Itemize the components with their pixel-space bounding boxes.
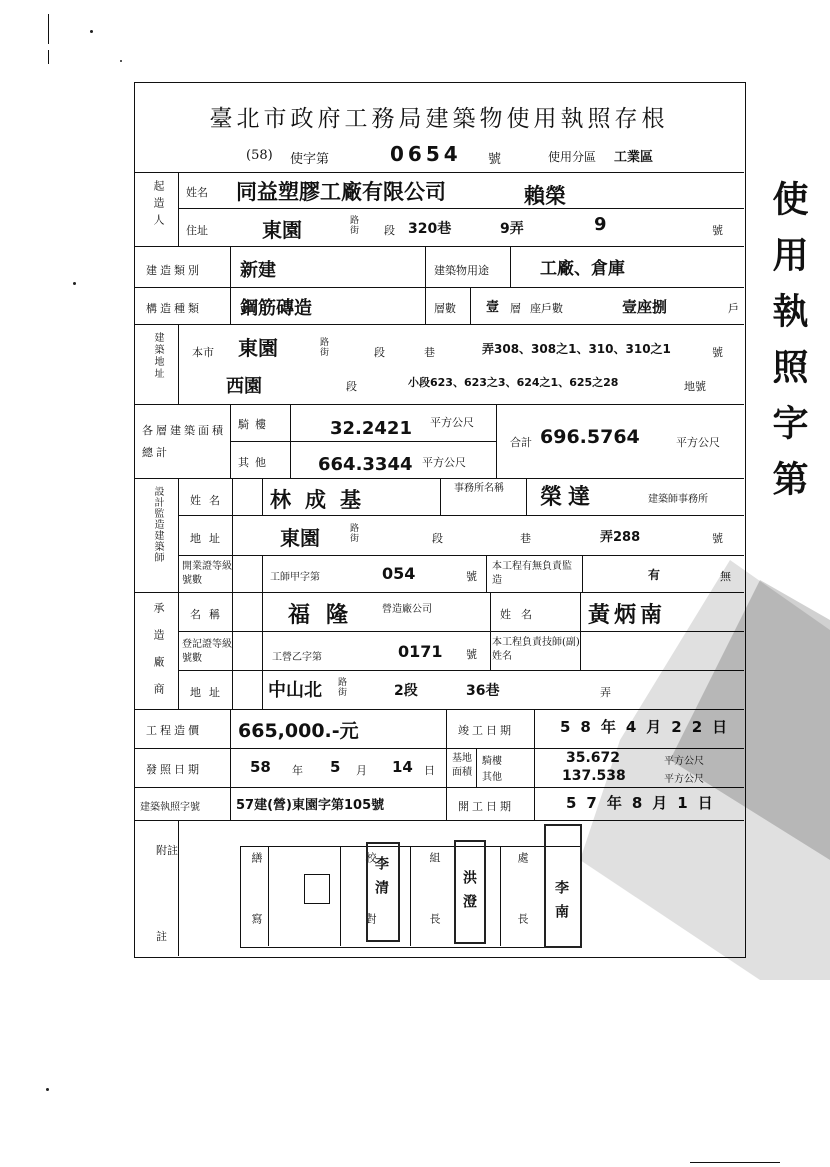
grid-line [534, 709, 535, 820]
grid-line [486, 555, 487, 592]
contractor-name-suffix: 營造廠公司 [382, 604, 432, 615]
contractor-address-value: 中山北 [268, 680, 322, 701]
cost-value: 665,000.-元 [238, 720, 359, 742]
architect-lane-label: 巷 [520, 532, 531, 545]
grid-line [134, 287, 744, 288]
builder-address-city: 東園 [262, 218, 302, 242]
col-chief: 組長 [428, 852, 441, 974]
other-unit: 平方公尺 [422, 456, 466, 469]
builder-lane-value: 320巷 [408, 221, 452, 237]
site-lane-label: 巷 [424, 346, 435, 359]
architect-road-label: 路街 [350, 524, 360, 544]
grid-line [510, 246, 511, 287]
grid-line [230, 709, 231, 820]
builder-alley-value: 9弄 [500, 221, 524, 237]
builder-no-label: 號 [712, 224, 723, 237]
seal-name-3: 李南 [553, 880, 569, 928]
base-other-value: 137.538 [562, 768, 626, 784]
site-road-label: 路街 [320, 338, 330, 358]
grid-line [134, 246, 744, 247]
scan-speck [73, 282, 76, 285]
overlap-stamp-shadow [560, 560, 830, 980]
cert-value: 054 [382, 564, 416, 583]
grid-line [178, 478, 179, 709]
issue-label: 發照日期 [146, 763, 202, 776]
type-label: 建造類別 [146, 264, 202, 277]
grid-line [178, 515, 744, 516]
contractor-person-label: 姓名 [500, 608, 542, 621]
floors-value: 壹 [486, 300, 500, 315]
builder-road-label: 路街 [350, 216, 360, 236]
builder-name-label: 姓名 [186, 186, 208, 199]
grid-line [526, 478, 527, 515]
grid-line [230, 404, 231, 478]
scan-mark [48, 50, 49, 64]
area-section-label: 各層建築面積總計 [142, 424, 226, 459]
number-suffix: 號 [488, 152, 502, 167]
architect-no-label: 號 [712, 532, 723, 545]
arcade-label: 騎樓 [238, 418, 272, 431]
land-no-label: 地號 [684, 380, 706, 393]
grid-line [425, 246, 426, 324]
grid-line [232, 478, 233, 709]
contractor-segment: 2段 [394, 683, 418, 699]
grid-line [262, 555, 263, 709]
cost-label: 工程造價 [146, 724, 202, 737]
grid-line [230, 246, 231, 324]
grid-line [470, 287, 471, 324]
base-arcade-label: 騎樓 [482, 756, 502, 767]
contractor-name-label: 名稱 [190, 608, 228, 621]
cert-label: 開業證等級號數 [182, 561, 232, 586]
grid-line [230, 441, 496, 442]
responsible-suffix: 無 [720, 570, 731, 583]
scan-mark [48, 14, 49, 44]
stamp-box [304, 874, 330, 904]
builder-name-value: 同益塑膠工廠有限公司 [236, 180, 446, 204]
office-suffix: 建築師事務所 [648, 494, 708, 505]
grid-line [476, 748, 477, 787]
builder-section-label: 起造人 [152, 180, 165, 231]
site-section-label: 建築地址 [152, 332, 163, 380]
grid-line [340, 846, 341, 946]
reg-label: 登記證等級號數 [182, 639, 232, 664]
grid-line [134, 478, 744, 479]
architect-address-value: 東園 [280, 526, 320, 550]
households-value: 壹座捌 [622, 298, 668, 316]
architect-section-label: 設計監造建築師 [152, 486, 163, 563]
grid-line [496, 404, 497, 478]
site-segment-label: 段 [374, 346, 385, 359]
scan-speck [120, 60, 122, 62]
builder-rep-value: 賴榮 [524, 184, 566, 208]
other-value: 664.3344 [318, 454, 413, 475]
start-value: 57年8月1日 [566, 794, 723, 812]
site-no-label: 號 [712, 346, 723, 359]
structure-value: 鋼筋磚造 [240, 298, 312, 319]
permit-value: 57建(營)東園字第105號 [236, 798, 385, 813]
grid-line [178, 324, 179, 404]
grid-line [178, 172, 179, 246]
issue-day: 14 [392, 758, 413, 776]
contractor-address-label: 地址 [190, 686, 228, 699]
grid-line [290, 404, 291, 478]
complete-label: 竣工日期 [458, 724, 514, 737]
reg-prefix: 工營乙字第 [272, 652, 322, 663]
other-label: 其他 [238, 456, 272, 469]
site-numbers: 弄308、308之1、310、310之1 [482, 342, 671, 356]
land-district: 西園 [226, 376, 262, 397]
builder-segment-label: 段 [384, 224, 395, 237]
architect-segment-label: 段 [432, 532, 443, 545]
site-district: 東園 [238, 336, 278, 360]
land-numbers: 小段623、623之3、624之1、625之28 [408, 376, 619, 389]
floor-unit: 層 [510, 302, 521, 315]
builder-address-label: 住址 [186, 224, 208, 237]
contractor-no-label: 弄 [600, 686, 611, 699]
contractor-person-value: 黃炳南 [588, 603, 667, 628]
land-segment-label: 段 [346, 380, 357, 393]
use-value: 工廠、倉庫 [540, 259, 625, 279]
total-unit: 平方公尺 [676, 436, 720, 449]
issue-day-label: 日 [424, 764, 435, 777]
households-label: 座戶數 [530, 302, 563, 315]
reg-suffix: 號 [466, 648, 477, 661]
tech-label: 本工程負責技師(副)姓名 [492, 637, 580, 662]
grid-line [134, 324, 744, 325]
grid-line [446, 709, 447, 820]
floors-label: 層數 [434, 302, 456, 315]
grid-line [440, 478, 441, 515]
base-unit-1: 平方公尺 [664, 756, 704, 767]
col-check: 校對 [364, 852, 377, 974]
issue-year-label: 年 [292, 764, 303, 777]
arcade-unit: 平方公尺 [430, 416, 474, 429]
architect-name-label: 姓名 [190, 494, 228, 507]
margin-text: 使用執照字第 [767, 180, 808, 516]
architect-address-label: 地址 [190, 532, 228, 545]
base-other-label: 其他 [482, 772, 502, 783]
site-city-label: 本市 [192, 346, 214, 359]
scan-mark [690, 1162, 780, 1163]
issue-month-label: 月 [356, 764, 367, 777]
start-label: 開工日期 [458, 800, 514, 813]
architect-name-value: 林成基 [270, 488, 375, 512]
contractor-name-value: 福隆 [288, 603, 365, 628]
structure-label: 構造種類 [146, 302, 202, 315]
grid-line [262, 478, 263, 515]
permit-label: 建築執照字號 [140, 802, 200, 813]
form-title: 臺北市政府工務局建築物使用執照存根 [209, 106, 669, 132]
usage-license-label: 使字第 [290, 152, 330, 167]
grid-line [134, 172, 744, 173]
responsible-label: 本工程有無負責監造 [492, 561, 572, 586]
remarks-label-bottom: 註 [156, 930, 169, 943]
contractor-road-label: 路街 [338, 678, 348, 698]
scan-speck [90, 30, 93, 33]
seal-name-2: 洪澄 [461, 870, 477, 918]
col-director: 處長 [516, 852, 529, 974]
cert-prefix: 工師甲字第 [270, 572, 320, 583]
type-value: 新建 [240, 260, 276, 281]
grid-line [134, 404, 744, 405]
reg-value: 0171 [398, 642, 443, 661]
contractor-lane: 36巷 [466, 683, 500, 699]
remarks-label-top: 附註 [156, 844, 178, 857]
complete-value: 58年4月22日 [560, 718, 738, 736]
household-unit: 戶 [728, 302, 739, 315]
grid-line [178, 820, 179, 956]
year-prefix: (58) [246, 148, 273, 163]
total-value: 696.5764 [540, 426, 640, 448]
zoning-value: 工業區 [614, 150, 654, 165]
scan-speck [46, 1088, 49, 1091]
responsible-value: 有 [648, 568, 661, 582]
issue-year: 58 [250, 758, 271, 776]
grid-line [410, 846, 411, 946]
cert-suffix: 號 [466, 570, 477, 583]
grid-line [268, 846, 269, 946]
grid-line [490, 592, 491, 670]
office-label: 事務所名稱 [454, 483, 504, 494]
arcade-value: 32.2421 [330, 418, 412, 439]
architect-lane-value: 弄288 [600, 530, 641, 545]
seal-name-1: 李清 [373, 856, 389, 904]
contractor-section-label: 承造廠商 [152, 602, 165, 710]
grid-line [178, 208, 744, 209]
col-writer: 繕寫 [250, 852, 263, 974]
grid-line [500, 846, 501, 946]
base-label: 基地面積 [452, 753, 472, 778]
zoning-label: 使用分區 [548, 150, 597, 164]
base-unit-2: 平方公尺 [664, 774, 704, 785]
license-number: 0654 [390, 142, 462, 166]
issue-month: 5 [330, 758, 341, 776]
use-label: 建築物用途 [434, 264, 489, 277]
office-value: 榮達 [540, 485, 597, 510]
total-label: 合計 [510, 436, 532, 449]
builder-no-value: 9 [594, 214, 607, 235]
approval-strip [240, 846, 582, 948]
base-arcade-value: 35.672 [566, 750, 621, 766]
